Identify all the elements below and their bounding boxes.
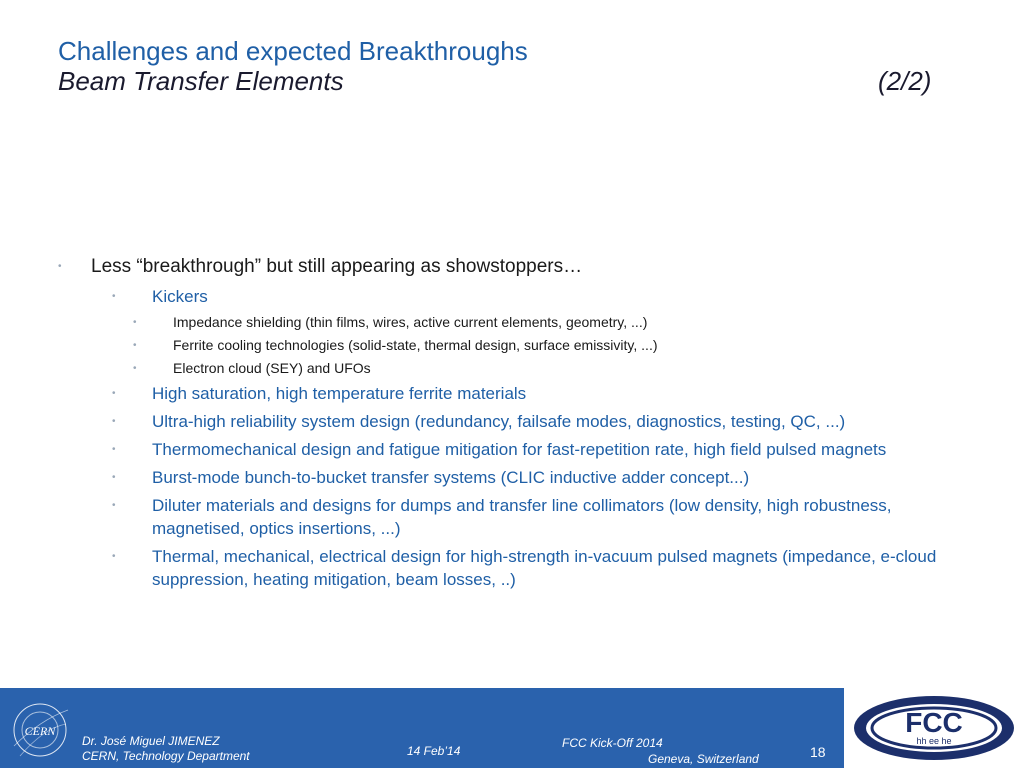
bullet-dot-icon: • <box>133 317 137 328</box>
bullet-kickers-sub <box>58 359 948 378</box>
event-location: Geneva, Switzerland <box>648 752 759 766</box>
bullet-kickers-sub <box>58 336 948 355</box>
presenter-name: Dr. José Miguel JIMENEZ <box>82 734 220 748</box>
title-main: Challenges and expected Breakthroughs <box>58 36 528 66</box>
bullet-text: Kickers <box>152 287 208 306</box>
svg-text:CERN: CERN <box>24 724 56 738</box>
bullet-item <box>58 410 948 433</box>
bullet-item <box>58 545 948 591</box>
fcc-logo-area <box>844 688 1024 768</box>
bullet-dot-icon: • <box>112 444 116 455</box>
bullet-item <box>58 382 948 405</box>
presentation-date: 14 Feb’14 <box>407 744 461 758</box>
svg-text:FCC: FCC <box>905 707 963 738</box>
bullet-item <box>58 494 948 540</box>
bullet-item <box>58 438 948 461</box>
bullet-dot-icon: • <box>112 416 116 427</box>
bullet-kickers <box>58 285 948 308</box>
bullet-item <box>58 466 948 489</box>
bullet-text: Burst-mode bunch-to-bucket transfer systems (CLIC inductive adder concept...) <box>152 468 750 487</box>
bullet-text: Diluter materials and designs for dumps and transfer line collimators (low density, high robustness, magnetised, optics insertions, ...) <box>152 496 892 538</box>
bullet-text: Thermomechanical design and fatigue mitigation for fast-repetition rate, high field pulsed magnets <box>152 440 887 459</box>
bullet-text: Ultra-high reliability system design (redundancy, failsafe modes, diagnostics, testing, QC, ...) <box>152 412 846 431</box>
presenter-department: CERN, Technology Department <box>82 749 250 763</box>
bullet-text: Electron cloud (SEY) and UFOs <box>173 360 371 376</box>
bullet-text: Impedance shielding (thin films, wires, active current elements, geometry, ...) <box>173 314 648 330</box>
bullet-text: High saturation, high temperature ferrite materials <box>152 384 527 403</box>
event-name: FCC Kick-Off 2014 <box>562 736 663 750</box>
bullet-text: Less “breakthrough” but still appearing as showstoppers… <box>91 256 583 277</box>
presenter-info <box>82 734 250 764</box>
bullet-level1 <box>58 255 948 279</box>
bullet-dot-icon: • <box>112 551 116 562</box>
title-subtitle <box>58 66 958 96</box>
bullet-kickers-sub <box>58 313 948 332</box>
footer-bar <box>0 688 844 768</box>
slide-title <box>58 36 958 96</box>
bullet-text: Thermal, mechanical, electrical design for high-strength in-vacuum pulsed magnets (impedance, e-cloud suppression, heating mitigation, beam losses, ..) <box>152 547 937 589</box>
bullet-dot-icon: • <box>112 291 116 302</box>
bullet-dot-icon: • <box>112 388 116 399</box>
bullet-dot-icon: • <box>133 340 137 351</box>
bullet-dot-icon: • <box>58 261 62 272</box>
cern-logo <box>10 700 70 763</box>
bullet-list <box>58 255 948 596</box>
bullet-dot-icon: • <box>112 472 116 483</box>
svg-text:hh ee he: hh ee he <box>916 736 952 746</box>
fcc-logo <box>850 692 1018 769</box>
bullet-text: Ferrite cooling technologies (solid-state, thermal design, surface emissivity, ...) <box>173 337 658 353</box>
bullet-dot-icon: • <box>133 363 137 374</box>
page-indicator: (2/2) <box>878 66 932 96</box>
subtitle-text: Beam Transfer Elements <box>58 66 344 96</box>
bullet-dot-icon: • <box>112 500 116 511</box>
slide-number: 18 <box>810 744 826 760</box>
